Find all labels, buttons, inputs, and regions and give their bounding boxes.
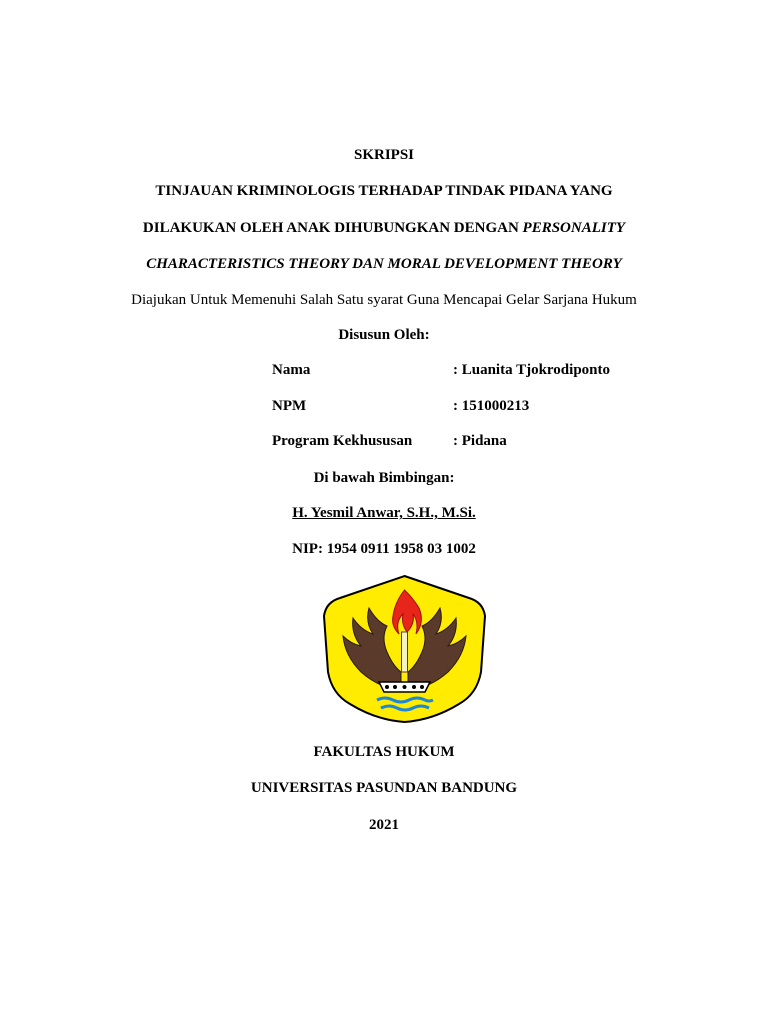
author-field-value: : 151000213 xyxy=(453,398,530,414)
author-field-value: : Pidana xyxy=(453,433,507,449)
purpose-statement: Diajukan Untuk Memenuhi Salah Satu syarat Guna Mencapai Gelar Sarjana Hukum xyxy=(131,292,637,308)
title-line-2 xyxy=(0,218,768,238)
university-name: UNIVERSITAS PASUNDAN BANDUNG xyxy=(250,780,518,796)
author-field-label: NPM xyxy=(272,398,307,414)
supervision-label: Di bawah Bimbingan: xyxy=(313,470,455,486)
prepared-by-label: Disusun Oleh: xyxy=(338,327,430,343)
supervisor-name: H. Yesmil Anwar, S.H., M.Si. xyxy=(292,505,476,521)
title-line-2-plain: DILAKUKAN OLEH ANAK DIHUBUNGKAN DENGAN xyxy=(142,220,523,236)
document-year: 2021 xyxy=(369,817,399,833)
document-heading: SKRIPSI xyxy=(353,147,415,163)
title-line-3: CHARACTERISTICS THEORY DAN MORAL DEVELOPMENT THEORY xyxy=(146,256,622,272)
author-field-label: Nama xyxy=(272,362,311,378)
supervisor-nip: NIP: 1954 0911 1958 03 1002 xyxy=(292,541,476,557)
faculty-name: FAKULTAS HUKUM xyxy=(313,744,455,760)
author-field-label: Program Kekhususan xyxy=(272,433,413,449)
university-emblem-icon xyxy=(321,572,488,724)
supervisor-name-line xyxy=(0,503,768,523)
author-field-value: : Luanita Tjokrodiponto xyxy=(453,362,610,378)
title-line-1: TINJAUAN KRIMINOLOGIS TERHADAP TINDAK PIDANA YANG xyxy=(155,183,613,199)
title-line-2-italic: PERSONALITY xyxy=(522,220,626,236)
